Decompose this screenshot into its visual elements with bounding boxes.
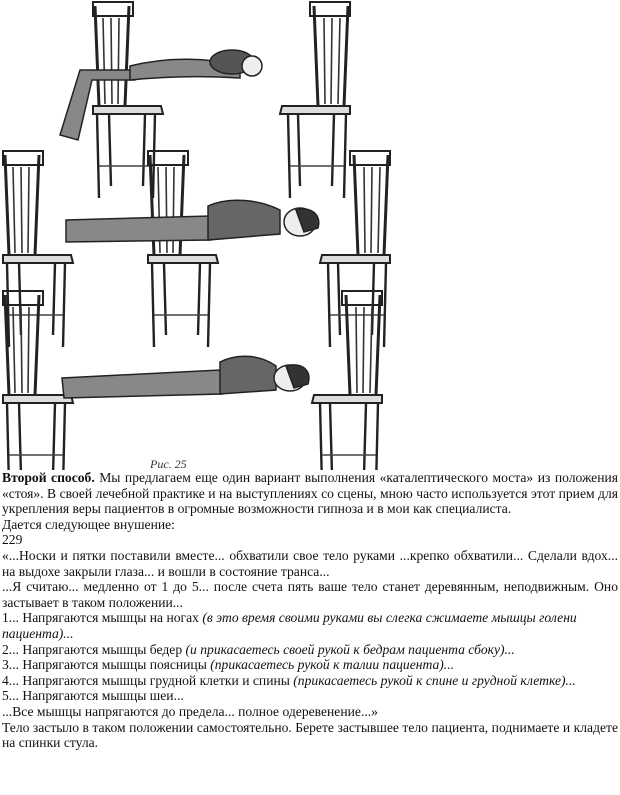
list-item-1-hint: (в это время своими руками вы слегка сжимаете мышцы голени пациента)... bbox=[2, 610, 577, 641]
list-item-1-text: 1... Напрягаются мышцы на ногах bbox=[2, 610, 203, 626]
paragraph-second-method bbox=[2, 470, 618, 517]
method-heading: Второй способ. bbox=[2, 470, 95, 485]
panel-3-two-chairs-straight bbox=[3, 291, 382, 470]
body-text bbox=[2, 470, 618, 751]
paragraph-full-rigidity: ...Все мышцы напрягаются до предела... полное одеревенение...» bbox=[2, 703, 378, 719]
paragraph-counting: ...Я считаю... медленно от 1 до 5... после счета пять ваше тело станет деревянным, неподвижным. Оно застывает в таком положении... bbox=[2, 579, 618, 610]
list-item-1 bbox=[2, 610, 618, 641]
figure-1-body bbox=[60, 50, 262, 140]
page-number: 229 bbox=[2, 532, 23, 548]
list-item-2 bbox=[2, 642, 618, 658]
figure-3-body bbox=[62, 356, 309, 398]
list-item-2-hint: (и прикасаетесь своей рукой к бедрам пациента сбоку)... bbox=[185, 641, 515, 657]
list-item-4-hint: (прикасаетесь рукой к спине и грудной клетке)... bbox=[293, 672, 576, 688]
paragraph-suggestion-intro: Дается следующее внушение: bbox=[2, 516, 175, 532]
panel-1-two-chairs bbox=[60, 2, 350, 198]
list-item-5: 5... Напрягаются мышцы шеи... bbox=[2, 688, 184, 704]
list-item-3 bbox=[2, 657, 618, 673]
paragraph-conclusion: Тело застыло в таком положении самостоятельно. Берете застывшее тело пациента, поднимаете и кладете на спинки стула. bbox=[2, 719, 618, 751]
list-item-2-text: 2... Напрягаются мышцы бедер bbox=[2, 641, 186, 657]
list-item-3-text: 3... Напрягаются мышцы поясницы bbox=[2, 657, 211, 673]
list-item-4-text: 4... Напрягаются мышцы грудной клетки и спины bbox=[2, 672, 294, 688]
list-item-3-hint: (прикасаетесь рукой к талии пациента)... bbox=[210, 657, 454, 673]
list-item-4 bbox=[2, 673, 618, 689]
figure-caption: Рис. 25 bbox=[150, 457, 187, 470]
method-description: Мы предлагаем еще один вариант выполнения «каталептического моста» из положения «стоя». В своей лечебной практике и на выступлениях со сцены, мною часто используется этот прием для укрепления веры пациентов в огромные возможности гипноза и в мои как специалиста. bbox=[2, 470, 618, 517]
paragraph-suggestion-start: «...Носки и пятки поставили вместе... обхватили свое тело руками ...крепко обхватили... Сделали вдох... на выдохе закрыли глаза... и вошли в состояние транса... bbox=[2, 547, 618, 579]
figure-2-body bbox=[66, 200, 319, 242]
